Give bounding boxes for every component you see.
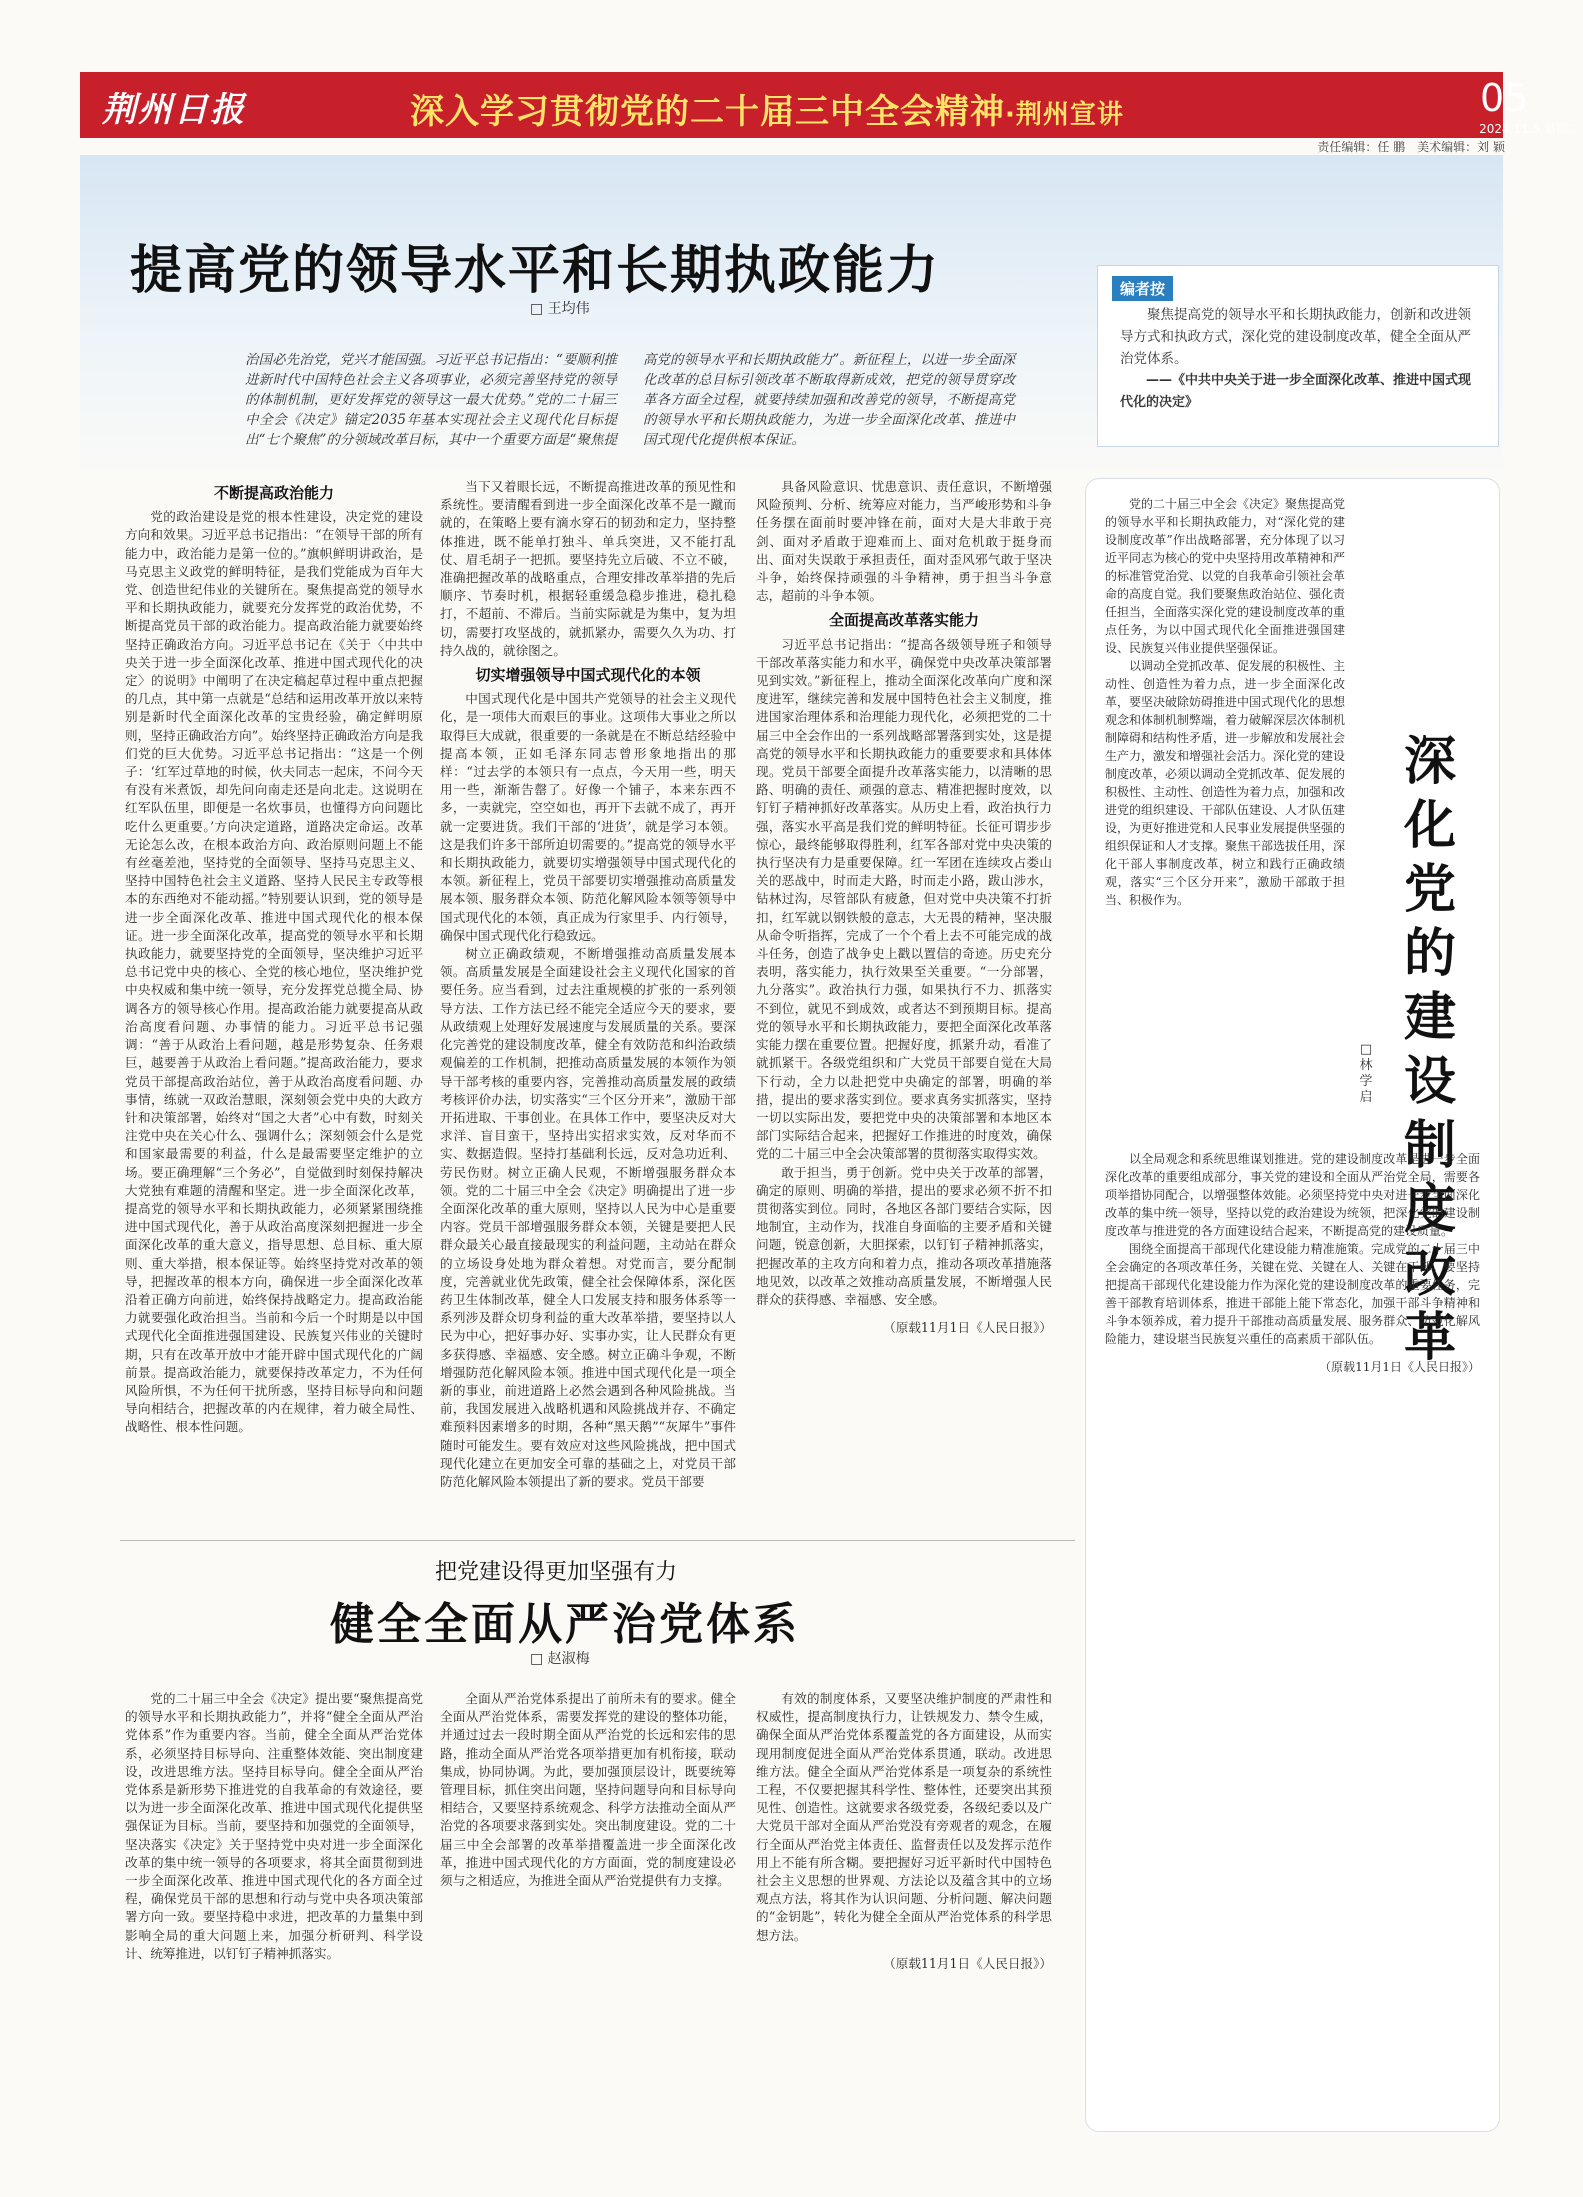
article-paragraph: 树立正确政绩观，不断增强推动高质量发展本领。高质量发展是全面建设社会主义现代化国家的首要任务。应当看到，过去注重规模的扩张的一系列领导方法、工作方法已经不能完全适应今天的要求，要从政绩观上处理好发展速度与发展质量的关系。要深化完善党的建设制度改革，健全有效防范和纠治政绩观偏差的工作机制，把推动高质量发展的本领作为领导干部考核的重要内容，完善推动高质量发展的政绩考核评价办法，切实落实“三个区分开来”，激励干部开拓进取、干事创业。在具体工作中，要坚决反对大求洋、盲目蛮干，坚持出实招求实效，反对华而不实、数据造假。坚持打基础利长远，反对急功近利、劳民伤财。树立正确人民观，不断增强服务群众本领。党的二十届三中全会《决定》明确提出了进一步全面深化改革的重大原则，坚持以人民为中心是重要内容。党员干部增强服务群众本领，关键是要把人民群众最关心最直接最现实的利益问题，主动站在群众的立场设身处地为群众着想。对党而言，要分配制度，完善就业优先政策，健全社会保障体系，深化医药卫生体制改革，健全人口发展支持和服务体系等一系列涉及群众切身利益的重大改革举措，要坚持以人民为中心，把好事办好、实事办实，让人民群众有更多获得感、幸福感、安全感。树立正确斗争观，不断增强防范化解风险本领。推进中国式现代化是一项全新的事业，前进道路上必然会遇到各种风险挑战。当前，我国发展进入战略机遇和风险挑战并存、不确定难预料因素增多的时期，各种“黑天鹅”“灰犀牛”事件随时可能发生。要有效应对这些风险挑战，把中国式现代化建立在更加安全可靠的基础之上，对党员干部防范化解风险本领提出了新的要求。党员干部要	[440, 946, 736, 1489]
article2-byline: □ 赵淑梅	[530, 1651, 590, 1667]
article-paragraph: 具备风险意识、忧患意识、责任意识，不断增强风险预判、分析、统筹应对能力，当严峻形势和斗争任务摆在面前时要冲锋在前，面对大是大非敢于亮剑、面对矛盾敢于迎难而上、面对危机敢于挺身而出、面对失误敢于承担责任，面对歪风邪气敢于坚决斗争，始终保持顽强的斗争精神，勇于担当斗争意志，超前的斗争本领。	[756, 479, 1052, 604]
article3-column-2	[1105, 1150, 1480, 2105]
source-note: （原载11月1日《人民日报》）	[883, 1320, 1052, 1336]
article2-column-3	[756, 1690, 1052, 2130]
editor-note-source: ——《中共中央关于进一步全面深化改革、推进中国式现代化的决定》	[1120, 373, 1472, 410]
masthead	[80, 72, 1580, 138]
article-paragraph: 中国式现代化是中国共产党领导的社会主义现代化，是一项伟大而艰巨的事业。这项伟大事业之所以取得巨大成就，很重要的一条就是在不断总结经验中提高本领，正如毛泽东同志曾形象地指出的那样：“过去学的本领只有一点点，今天用一些，明天用一些，渐渐告罄了。好像一个铺子，本来东西不多，一卖就完，空空如也，再开下去就不成了，再开就一定要进货。我们干部的‘进货’，就是学习本领。这是我们许多干部所迫切需要的。”提高党的领导水平和长期执政能力，就要切实增强领导中国式现代化的本领。新征程上，党员干部要切实增强推动高质量发展本领、服务群众本领、防范化解风险本领等领导中国式现代化的本领，真正成为行家里手、内行领导，确保中国式现代化行稳致远。	[440, 691, 736, 943]
article-paragraph: 有效的制度体系，又要坚决维护制度的严肃性和权威性，提高制度执行力，让铁规发力、禁令生威，确保全面从严治党体系覆盖党的各方面建设，从而实现用制度促进全面从严治党体系贯通，联动。改进思维方法。健全全面从严治党体系是一项复杂的系统性工程，不仅要把握其科学性、整体性，还要突出其预见性、创造性。这就要求各级党委，各级纪委以及广大党员干部对全面从严治党没有旁观者的观念，在履行全面从严治党主体责任、监督责任以及发挥示范作用上不能有所含糊。要把握好习近平新时代中国特色社会主义思想的世界观、方法论以及蕴含其中的立场观点方法，将其作为认识问题、分析问题、解决问题的“金钥匙”，转化为健全全面从严治党体系的科学思想方法。	[756, 1691, 1052, 1943]
editor-note-tag: 编者按	[1112, 276, 1173, 301]
issue-date: 2024.11.5 星期二	[1479, 122, 1580, 136]
article-paragraph: 党的二十届三中全会《决定》聚焦提高党的领导水平和长期执政能力，对“深化党的建设制度改革”作出战略部署，充分体现了以习近平同志为核心的党中央坚持用改革精神和严的标准管党治党、以党的自我革命引领社会革命的高度自觉。我们要聚焦政治站位、强化责任担当，全面落实深化党的建设制度改革的重点任务，为以中国式现代化全面推进强国建设、民族复兴伟业提供坚强保证。	[1105, 497, 1345, 655]
article-paragraph: 当下又着眼长远，不断提高推进改革的预见性和系统性。要清醒看到进一步全面深化改革不是一蹴而就的，在策略上要有滴水穿石的韧劲和定力，坚持整体推进，既不能单打独斗、单兵突进，又不能打乱仗、眉毛胡子一把抓。要坚持先立后破、不立不破，准确把握改革的战略重点，合理安排改革举措的先后顺序、节奏时机，根据轻重缓急稳步推进，稳扎稳打，不超前、不滞后。当前实际就是为集中，复为坦切，需要打攻坚战的，就抓紧办，需要久久为功、打持久战的，就徐图之。	[440, 479, 736, 658]
editor-note-box	[1097, 265, 1499, 447]
article1-column-2	[440, 478, 736, 1528]
article2-column-1	[125, 1690, 423, 2130]
article-paragraph: 全面从严治党体系提出了前所未有的要求。健全全面从严治党体系，需要发挥党的建设的整体功能，并通过过去一段时期全面从严治党的长远和宏伟的思路，推动全面从严治党各项举措更加有机衔接，联动集成，协同协调。为此，要加强顶层设计，既要统筹管理目标，抓住突出问题，坚持问题导向和目标导向相结合，又要坚持系统观念、科学方法推动全面从严治党的各项要求落到实处。突出制度建设。党的二十届三中全会部署的改革举措覆盖进一步全面深化改革，推进中国式现代化的方方面面，党的制度建设必须与之相适应，为推进全面从严治党提供有力支撑。	[440, 1691, 736, 1889]
article1-byline: □ 王均伟	[530, 301, 590, 317]
article3-title: 深化党的建设制度改革	[1403, 731, 1456, 1368]
article-paragraph: 围绕全面提高干部现代化建设能力精准施策。完成党的二十届三中全会确定的各项改革任务，关键在党、关键在人、关键在干部。要坚持把提高干部现代化建设能力作为深化党的建设制度改革的重要任务，完善干部教育培训体系，推进干部能上能下常态化，加强干部斗争精神和斗争本领养成，着力提升干部推动高质量发展、服务群众、防范化解风险能力，建设堪当民族复兴重任的高素质干部队伍。	[1105, 1242, 1480, 1346]
source-note: （原载11月1日《人民日报》）	[883, 1955, 1052, 1971]
article-paragraph: 党的政治建设是党的根本性建设，决定党的建设方向和效果。习近平总书记指出：“在领导干部的所有能力中，政治能力是第一位的。”旗帜鲜明讲政治，是马克思主义政党的鲜明特征，是我们党能成为百年大党、创造世纪伟业的关键所在。聚焦提高党的领导水平和长期执政能力，就要充分发挥党的政治优势，不断提高党员干部的政治能力。提高政治能力就要始终坚持正确政治方向。习近平总书记在《关于〈中共中央关于进一步全面深化改革、推进中国式现代化的决定〉的说明》中阐明了在决定稿起草过程中重点把握的几点，其中第一点就是“总结和运用改革开放以来特别是新时代全面深化改革的宝贵经验，确定鲜明原则，坚持正确政治方向”。始终坚持正确政治方向是我们党的巨大优势。习近平总书记指出：“这是一个例子：‘红军过草地的时候，伙夫同志一起床，不问今天有没有米煮饭，却先问向南走还是向北走。这说明在红军队伍里，即便是一名炊事员，也懂得方向问题比吃什么更重要。’方向决定道路，道路决定命运。改革无论怎么改，在根本政治方向、政治原则问题上不能有丝毫差池，坚持党的全面领导、坚持马克思主义、坚持中国特色社会主义道路、坚持人民民主专政等根本的东西绝对不能动摇。”特别要认识到，党的领导是进一步全面深化改革、推进中国式现代化的根本保证。进一步全面深化改革，提高党的领导水平和长期执政能力，就要坚持党的全面领导，坚决维护习近平总书记党中央的核心、全党的核心地位，坚决维护党中央权威和集中统一领导，充分发挥党总揽全局、协调各方的领导核心作用。提高政治能力就要提高从政治高度看问题、办事情的能力。习近平总书记强调：“善于从政治上看问题，越是形势复杂、任务艰巨，越要善于从政治上看问题。”提高政治能力，要求党员干部提高政治站位，善于从政治高度看问题、办事情，练就一双政治慧眼，深刻领会党中央的大政方针和决策部署，始终对“国之大者”心中有数，时刻关注党中央在关心什么、强调什么；深刻领会什么是党和国家最需要的利益，什么是最需要坚定维护的立场。要正确理解“三个务必”，自觉做到时刻保持解决大党独有难题的清醒和坚定。进一步全面深化改革，提高党的领导水平和长期执政能力，必须紧紧围绕推进中国式现代化，善于从政治高度深刻把握进一步全面深化改革的重大意义，指导思想、总目标、重大原则、重大举措，根本保证等。始终坚持党对改革的领导，把握改革的根本方向，确保进一步全面深化改革沿着正确方向前进，始终保持战略定力。提高政治能力就要强化政治担当。当前和今后一个时期是以中国式现代化全面推进强国建设、民族复兴伟业的关键时期，只有在改革开放中才能开辟中国式现代化的广阔前景。提高政治能力，就要保持改革定力，不为任何风险所惧，不为任何干扰所惑，坚持目标导向和问题导向相结合，把握改革的内在规律，着力破全局性、战略性、根本性问题。	[125, 509, 423, 1435]
section-heading: 切实增强领导中国式现代化的本领	[475, 666, 701, 685]
banner-subtitle: ·荆州宣讲	[1005, 100, 1124, 130]
banner-title: 深入学习贯彻党的二十届三中全会精神·荆州宣讲	[410, 92, 1124, 132]
article2-column-2	[440, 1690, 736, 2130]
article-paragraph: 敢于担当，勇于创新。党中央关于改革的部署，确定的原则、明确的举措，提出的要求必须不折不扣贯彻落实到位。同时，各地区各部门要结合实际，因地制宜，主动作为，找准自身面临的主要矛盾和关键问题，锐意创新，大胆探索，以钉钉子精神抓落实，把握改革的主攻方向和着力点，推动各项改革措施落地见效，以改革之效推动高质量发展，不断增强人民群众的获得感、幸福感、安全感。	[756, 1164, 1052, 1307]
section-heading: 不断提高政治能力	[213, 484, 334, 502]
article1-column-1	[125, 478, 423, 1528]
article1-lead: 治国必先治党，党兴才能国强。习近平总书记指出：“要顺利推进新时代中国特色社会主义各项事业，必须完善坚持党的领导的体制机制，更好发挥党的领导这一最大优势。”党的二十届三中全会《决定》锚定2035年基本实现社会主义现代化目标提出“七个聚焦”的分领域改革目标，其中一个重要方面是“聚焦提高党的领导水平和长期执政能力”。新征程上，以进一步全面深化改革的总目标引领改革不断取得新成效，把党的领导贯穿改革各方面全过程，就要持续加强和改善党的领导，不断提高党的领导水平和长期执政能力，为进一步全面深化改革、推进中国式现代化提供根本保证。	[245, 352, 1015, 448]
page-editors: 责任编辑：任 鹏 美术编辑：刘 颖	[1317, 140, 1505, 154]
article2-title: 健全全面从严治党体系	[330, 1599, 800, 1650]
section-heading: 全面提高改革落实能力	[828, 611, 979, 630]
editor-note-text: 聚焦提高党的领导水平和长期执政能力，创新和改进领导方式和执政方式，深化党的建设制度改革，健全全面从严治党体系。 ——《中共中央关于进一步全面深化改革、推进中国式现代化的决定》	[1120, 304, 1480, 414]
newspaper-logo: 荆州日报	[102, 90, 246, 130]
article-paragraph: 以调动全党抓改革、促发展的积极性、主动性、创造性为着力点，进一步全面深化改革，要坚决破除妨碍推进中国式现代化的思想观念和体制机制弊端，着力破解深层次体制机制障碍和结构性矛盾，进一步解放和发展社会生产力，激发和增强社会活力。深化党的建设制度改革，必须以调动全党抓改革、促发展的积极性、主动性、创造性为着力点，加强和改进党的组织建设、干部队伍建设、人才队伍建设，为更好推进党和人民事业发展提供坚强的组织保证和人才支撑。聚焦干部选拔任用，深化干部人事制度改革，树立和践行正确政绩观，落实“三个区分开来”，激励干部敢于担当、积极作为。	[1105, 659, 1345, 907]
article3-column-1	[1105, 495, 1345, 1145]
article3-byline: □ 林学启	[1359, 1042, 1373, 1105]
article-paragraph: 以全局观念和系统思维谋划推进。党的建设制度改革是进一步全面深化改革的重要组成部分，事关党的建设和全面从严治党全局，需要各项举措协同配合，以增强整体效能。必须坚持党中央对进一步全面深化改革的集中统一领导，坚持以党的政治建设为统领，把深化党的建设制度改革与推进党的各方面建设结合起来，不断提高党的建设质量。	[1105, 1152, 1480, 1238]
article1-title: 提高党的领导水平和长期执政能力	[130, 240, 941, 301]
article1-column-3	[756, 478, 1052, 1528]
page-number: 05	[1480, 76, 1529, 120]
section-divider	[120, 1540, 1075, 1541]
article-paragraph: 习近平总书记指出：“提高各级领导班子和领导干部改革落实能力和水平，确保党中央改革决策部署见到实效。”新征程上，推动全面深化改革向广度和深度进军，继续完善和发展中国特色社会主义制度，推进国家治理体系和治理能力现代化，必须把党的二十届三中全会作出的一系列战略部署落到实处，这是提高党的领导水平和长期执政能力的重要要求和具体体现。党员干部要全面提升改革落实能力，以清晰的思路、明确的责任、顽强的意志、精准把握时度效，以钉钉子精神抓好改革落实。从历史上看，政治执行力强，落实水平高是我们党的鲜明特征。长征可谓步步惊心，最终能够取得胜利，红军各部对党中央决策的执行坚决有力是重要保障。红一军团在连续攻占娄山关的恶战中，时而走大路，时而走小路，跋山涉水，钻林过沟，尽管部队有疲惫，但对党中央决策不打折扣，红军就以钢铁般的意志，大无畏的精神，坚决服从命令听指挥，完成了一个个看上去不可能完成的战斗任务，创造了战争史上戳以置信的奇迹。历史充分表明，落实能力，执行效果至关重要。“一分部署，九分落实”。政治执行力强，如果执行不力、抓落实不到位，就见不到成效，或者达不到预期目标。提高党的领导水平和长期执政能力，要把全面深化改革落实能力摆在重要位置。把握好度，抓紧升动，看准了就抓紧干。各级党组织和广大党员干部要自觉在大局下行动，全力以赴把党中央确定的部署，明确的举措，提出的要求落实到位。要求真务实抓落实，坚持一切以实际出发，要把党中央的决策部署和本地区本部门实际结合起来，把握好工作推进的时度效，确保党的二十届三中全会决策部署的贯彻落实取得实效。	[756, 636, 1052, 1162]
source-note: （原载11月1日《人民日报》）	[1319, 1360, 1480, 1374]
article2-kicker: 把党建设得更加坚强有力	[435, 1560, 678, 1585]
article-paragraph: 党的二十届三中全会《决定》提出要“聚焦提高党的领导水平和长期执政能力”，并将“健全全面从严治党体系”作为重要内容。当前，健全全面从严治党体系，必须坚持目标导向、注重整体效能、突出制度建设，改进思维方法。坚持目标导向。健全全面从严治党体系是新形势下推进党的自我革命的有效途径，要以为进一步全面深化改革、推进中国式现代化提供坚强保证为目标。当前，要坚持和加强党的全面领导，坚决落实《决定》关于坚持党中央对进一步全面深化改革的集中统一领导的各项要求，将其全面贯彻到进一步全面深化改革、推进中国式现代化的各方面全过程，确保党员干部的思想和行动与党中央各项决策部署方向一致。要坚持稳中求进，把改革的力量集中到影响全局的重大问题上来，加强分析研判、科学设计、统筹推进，以钉钉子精神抓落实。	[125, 1691, 423, 1961]
